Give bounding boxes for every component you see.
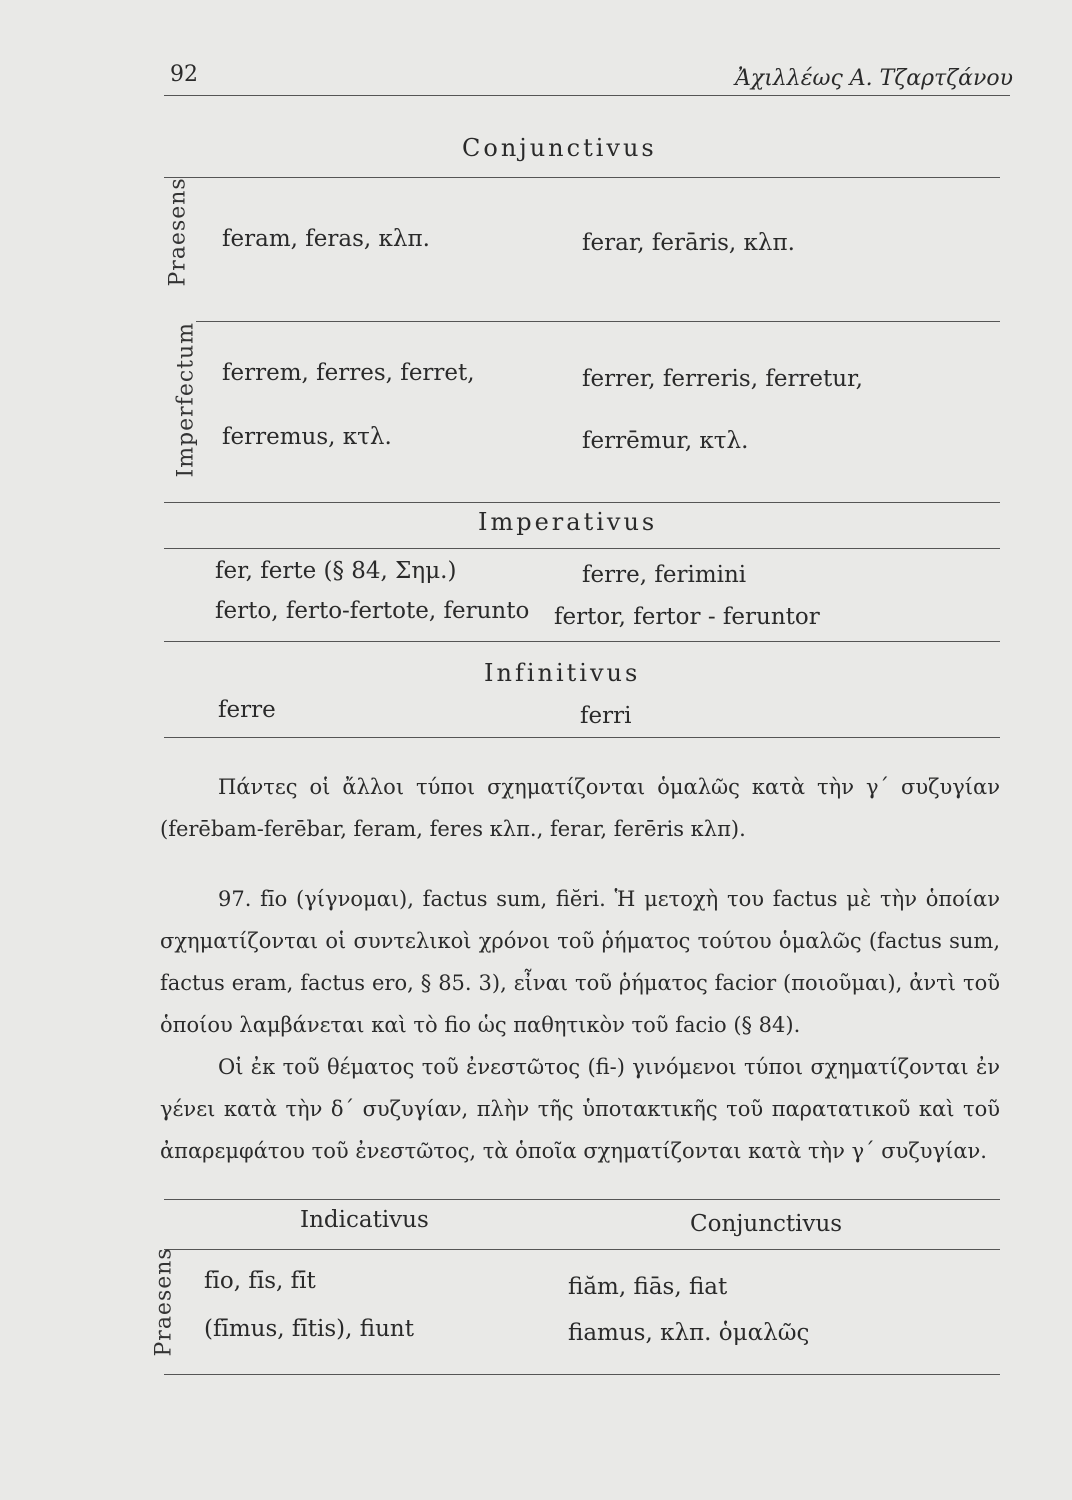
rule bbox=[196, 321, 1000, 322]
row-label-imperfectum: Imperfectum bbox=[173, 321, 199, 478]
section-title-imperativus: Imperativus bbox=[478, 508, 658, 536]
rule bbox=[164, 1199, 1000, 1200]
imperfectum-active-2: ferremus, κτλ. bbox=[222, 424, 392, 450]
rule bbox=[164, 502, 1000, 503]
rule bbox=[164, 1374, 1000, 1375]
section-title-infinitivus: Infinitivus bbox=[484, 659, 641, 687]
fio-indicativus-1: fīo, fīs, fīt bbox=[204, 1268, 316, 1294]
row-label-praesens: Praesens bbox=[165, 177, 191, 287]
rule bbox=[164, 1249, 1000, 1250]
imperfectum-active-1: ferrem, ferres, ferret, bbox=[222, 360, 475, 386]
row-label-praesens: Praesens bbox=[151, 1247, 177, 1357]
imperativus-passive-2: fertor, fertor - feruntor bbox=[554, 604, 820, 630]
body-text bbox=[160, 766, 1000, 1172]
imperfectum-passive-1: ferrer, ferreris, ferretur, bbox=[582, 366, 863, 392]
col-header-indicativus: Indicativus bbox=[300, 1207, 429, 1233]
fio-conjunctivus-1: fiăm, fiās, fiat bbox=[568, 1274, 728, 1300]
infinitivus-active: ferre bbox=[218, 697, 276, 723]
praesens-active: feram, feras, κλπ. bbox=[222, 226, 430, 252]
rule bbox=[164, 548, 1000, 549]
imperfectum-passive-2: ferrēmur, κτλ. bbox=[582, 428, 749, 454]
fio-conjunctivus-2: fiamus, κλπ. ὁμαλῶς bbox=[568, 1320, 810, 1346]
imperativus-passive-1: ferre, ferimini bbox=[582, 562, 747, 588]
header-rule bbox=[164, 95, 1010, 96]
rule bbox=[164, 737, 1000, 738]
imperativus-active-1: fer, ferte (§ 84, Σημ.) bbox=[215, 558, 457, 584]
fio-indicativus-2: (fīmus, fītis), fiunt bbox=[204, 1316, 414, 1342]
page-number: 92 bbox=[170, 62, 198, 87]
running-header-author: Ἀχιλλέως Α. Τζαρτζάνου bbox=[735, 66, 1013, 91]
rule bbox=[164, 641, 1000, 642]
section-title-conjunctivus: Conjunctivus bbox=[462, 134, 657, 162]
paragraph-1: Πάντες οἱ ἄλλοι τύποι σχηματίζονται ὁμαλῶς κατὰ τὴν γ΄ συζυγίαν (ferēbam-ferēbar, feram, feres κλπ., ferar, ferēris κλπ). bbox=[160, 775, 1000, 841]
imperativus-active-2: ferto, ferto-fertote, ferunto bbox=[215, 598, 530, 624]
paragraph-3: Οἱ ἐκ τοῦ θέματος τοῦ ἐνεστῶτος (fi-) γινόμενοι τύποι σχηματίζονται ἐν γένει κατὰ τὴν δ΄ συζυγίαν, πλὴν τῆς ὑποτακτικῆς τοῦ παρατατικοῦ καὶ τοῦ ἀπαρεμφάτου τοῦ ἐνεστῶτος, τὰ ὁποῖα σχηματίζονται κατὰ τὴν γ΄ συζυγίαν. bbox=[160, 1055, 1000, 1163]
praesens-passive: ferar, ferāris, κλπ. bbox=[582, 230, 795, 256]
paragraph-97: 97. fīo (γίγνομαι), factus sum, fiĕri. Ἡ μετοχὴ του factus μὲ τὴν ὁποίαν σχηματίζονται οἱ συντελικοὶ χρόνοι τοῦ ῥήματος τούτου ὁμαλῶς (factus sum, factus eram, factus ero, § 85. 3), εἶναι τοῦ ῥήματος facior (ποιοῦμαι), ἀντὶ τοῦ ὁποίου λαμβάνεται καὶ τὸ fio ὡς παθητικὸν τοῦ facio (§ 84). bbox=[160, 887, 1000, 1037]
col-header-conjunctivus: Conjunctivus bbox=[690, 1211, 843, 1237]
infinitivus-passive: ferri bbox=[580, 703, 632, 729]
rule bbox=[164, 177, 1000, 178]
